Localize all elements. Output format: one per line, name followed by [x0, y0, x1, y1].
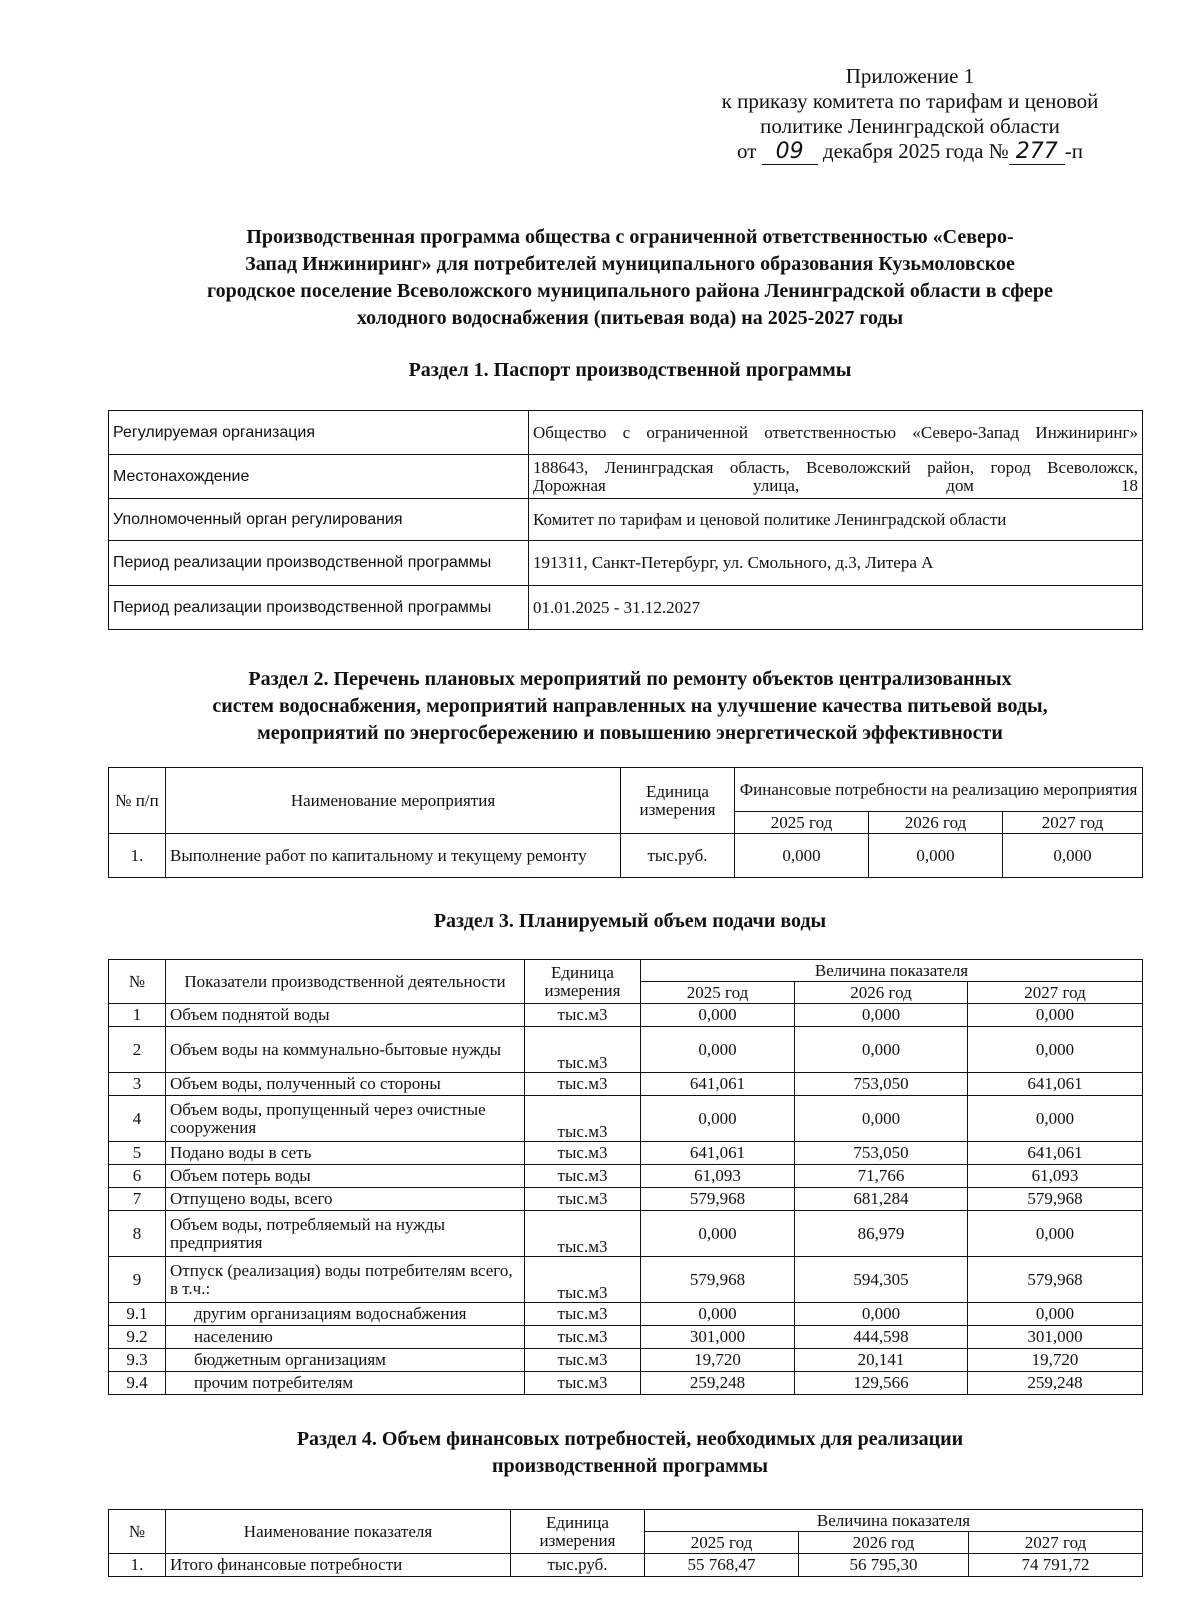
section2-heading-line-2: систем водоснабжения, мероприятий направленных на улучшение качества питьевой воды, [212, 695, 1048, 717]
row-unit: тыс.м3 [525, 1349, 641, 1372]
row-unit: тыс.м3 [525, 1326, 641, 1349]
row-value-2026: 0,000 [795, 1096, 968, 1142]
row-value-2027: 579,968 [968, 1257, 1143, 1303]
row-value-2025: 0,000 [641, 1004, 795, 1027]
passport-value: Общество с ограниченной ответственностью «Северо-Запад Инжиниринг» [529, 411, 1143, 455]
column-header-number: № [109, 960, 166, 1004]
table-row [109, 1211, 1143, 1257]
table-row [109, 1004, 1143, 1027]
column-header-name: Наименование мероприятия [166, 768, 621, 834]
section3-heading: Раздел 3. Планируемый объем подачи воды [433, 910, 827, 932]
section4-heading-line-2: производственной программы [491, 1455, 769, 1477]
row-number: 2 [109, 1027, 166, 1073]
row-number: 1. [109, 1554, 166, 1577]
passport-label: Регулируемая организация [109, 411, 529, 455]
passport-label: Уполномоченный орган регулирования [109, 499, 529, 541]
row-unit: тыс.м3 [525, 1211, 641, 1257]
row-number: 9.2 [109, 1326, 166, 1349]
water-supply-volume-table [108, 959, 1143, 1395]
row-unit: тыс.м3 [525, 1257, 641, 1303]
table-row [109, 1142, 1143, 1165]
order-number-suffix: -п [1064, 139, 1083, 163]
column-header-number: № [109, 1510, 166, 1554]
row-value-2025: 579,968 [641, 1188, 795, 1211]
row-value-2026: 0,000 [795, 1027, 968, 1073]
passport-value: Комитет по тарифам и ценовой политике Ленинградской области [529, 499, 1143, 541]
row-value-2027: 579,968 [968, 1188, 1143, 1211]
passport-value: 01.01.2025 - 31.12.2027 [529, 586, 1143, 630]
row-value-2027: 0,000 [1003, 834, 1143, 878]
row-value-2025: 641,061 [641, 1142, 795, 1165]
column-header-unit: Единица измерения [511, 1510, 645, 1554]
column-header-year: 2027 год [968, 982, 1143, 1004]
row-indicator: Итого финансовые потребности [166, 1554, 511, 1577]
column-header-indicator: Показатели производственной деятельности [166, 960, 525, 1004]
column-header-year: 2025 год [641, 982, 795, 1004]
repair-activities-table [108, 767, 1143, 878]
row-value-2027: 0,000 [968, 1096, 1143, 1142]
financial-needs-table [108, 1509, 1143, 1577]
row-value-2025: 0,000 [641, 1027, 795, 1073]
appendix-line-3: политике Ленинградской области [760, 114, 1060, 138]
row-number: 5 [109, 1142, 166, 1165]
table-row [109, 586, 1143, 630]
column-header-unit: Единица измерения [621, 768, 735, 834]
column-header-year: 2027 год [969, 1532, 1143, 1554]
row-value-2025: 0,000 [641, 1096, 795, 1142]
row-number: 1 [109, 1004, 166, 1027]
row-value-2026: 56 795,30 [799, 1554, 969, 1577]
appendix-header [690, 64, 1130, 165]
row-value-2025: 19,720 [641, 1349, 795, 1372]
row-value-2025: 61,093 [641, 1165, 795, 1188]
row-value-2025: 301,000 [641, 1326, 795, 1349]
column-header-year: 2026 год [799, 1532, 969, 1554]
document-title [100, 224, 1160, 332]
handwritten-day: 09 [762, 139, 818, 165]
row-indicator: Объем воды, полученный со стороны [166, 1073, 525, 1096]
row-number: 1. [109, 834, 166, 878]
table-row [109, 1326, 1143, 1349]
table-header-row [109, 768, 1143, 812]
row-indicator: другим организациям водоснабжения [166, 1303, 525, 1326]
row-number: 6 [109, 1165, 166, 1188]
row-unit: тыс.м3 [525, 1188, 641, 1211]
table-row [109, 499, 1143, 541]
row-value-2025: 259,248 [641, 1372, 795, 1395]
row-value-2026: 681,284 [795, 1188, 968, 1211]
row-unit: тыс.м3 [525, 1372, 641, 1395]
row-value-2027: 0,000 [968, 1004, 1143, 1027]
column-header-value: Величина показателя [641, 960, 1143, 982]
row-indicator: Подано воды в сеть [166, 1142, 525, 1165]
row-number: 9.3 [109, 1349, 166, 1372]
row-indicator: Отпуск (реализация) воды потребителям всего, в т.ч.: [166, 1257, 525, 1303]
column-header-unit: Единица измерения [525, 960, 641, 1004]
row-indicator: населению [166, 1326, 525, 1349]
row-value-2027: 641,061 [968, 1142, 1143, 1165]
row-unit: тыс.м3 [525, 1096, 641, 1142]
column-header-indicator: Наименование показателя [166, 1510, 511, 1554]
table-row [109, 455, 1143, 499]
table-row [109, 411, 1143, 455]
table-row [109, 1165, 1143, 1188]
table-row [109, 1188, 1143, 1211]
column-header-year: 2026 год [869, 812, 1003, 834]
row-value-2026: 0,000 [869, 834, 1003, 878]
row-indicator: Объем воды на коммунально-бытовые нужды [166, 1027, 525, 1073]
passport-value: 191311, Санкт-Петербург, ул. Смольного, д.3, Литера А [529, 541, 1143, 586]
row-number: 9.4 [109, 1372, 166, 1395]
row-unit: тыс.м3 [525, 1027, 641, 1073]
passport-value: 188643, Ленинградская область, Всеволожский район, город Всеволожск, Дорожная улица, дом 18 [529, 455, 1143, 499]
section1-heading: Раздел 1. Паспорт производственной программы [408, 359, 852, 381]
table-header-row [109, 960, 1143, 982]
row-value-2026: 0,000 [795, 1303, 968, 1326]
row-value-2026: 753,050 [795, 1073, 968, 1096]
appendix-date-line [690, 139, 1130, 165]
table-row [109, 1349, 1143, 1372]
row-value-2026: 86,979 [795, 1211, 968, 1257]
section4-heading-line-1: Раздел 4. Объем финансовых потребностей, необходимых для реализации [296, 1428, 964, 1450]
row-indicator: Объем потерь воды [166, 1165, 525, 1188]
appendix-line-1: Приложение 1 [845, 64, 975, 88]
row-indicator: Объем поднятой воды [166, 1004, 525, 1027]
date-prefix: от [737, 139, 757, 163]
row-unit: тыс.руб. [621, 834, 735, 878]
section2-heading [100, 666, 1160, 747]
row-value-2027: 0,000 [968, 1027, 1143, 1073]
row-indicator: Отпущено воды, всего [166, 1188, 525, 1211]
row-unit: тыс.м3 [525, 1303, 641, 1326]
table-row [109, 541, 1143, 586]
table-row [109, 1073, 1143, 1096]
row-indicator: Объем воды, пропущенный через очистные сооружения [166, 1096, 525, 1142]
title-line-1: Производственная программа общества с ограниченной ответственностью «Северо- [246, 226, 1014, 248]
row-value-2025: 0,000 [641, 1303, 795, 1326]
table-row [109, 1027, 1143, 1073]
title-line-3: городское поселение Всеволожского муниципального района Ленинградской области в сфере [207, 280, 1053, 302]
title-line-2: Запад Инжиниринг» для потребителей муниципального образования Кузьмоловское [245, 253, 1015, 275]
row-unit: тыс.руб. [511, 1554, 645, 1577]
row-unit: тыс.м3 [525, 1004, 641, 1027]
row-value-2027: 301,000 [968, 1326, 1143, 1349]
row-indicator: бюджетным организациям [166, 1349, 525, 1372]
row-value-2027: 0,000 [968, 1211, 1143, 1257]
column-header-year: 2027 год [1003, 812, 1143, 834]
row-number: 9.1 [109, 1303, 166, 1326]
table-row [109, 834, 1143, 878]
table-row [109, 1372, 1143, 1395]
row-value-2026: 444,598 [795, 1326, 968, 1349]
row-indicator: прочим потребителям [166, 1372, 525, 1395]
column-header-number: № п/п [109, 768, 166, 834]
row-value-2026: 594,305 [795, 1257, 968, 1303]
row-name: Выполнение работ по капитальному и текущему ремонту [166, 834, 621, 878]
handwritten-order-number: 277 [1009, 139, 1065, 165]
passport-label: Период реализации производственной программы [109, 586, 529, 630]
row-value-2025: 579,968 [641, 1257, 795, 1303]
date-month-year: декабря 2025 года № [822, 139, 1009, 163]
title-line-4: холодного водоснабжения (питьевая вода) на 2025-2027 годы [356, 307, 904, 329]
row-value-2025: 0,000 [735, 834, 869, 878]
row-value-2026: 20,141 [795, 1349, 968, 1372]
row-value-2027: 61,093 [968, 1165, 1143, 1188]
row-value-2026: 0,000 [795, 1004, 968, 1027]
row-number: 4 [109, 1096, 166, 1142]
passport-table [108, 410, 1143, 630]
row-number: 7 [109, 1188, 166, 1211]
row-value-2027: 0,000 [968, 1303, 1143, 1326]
row-number: 3 [109, 1073, 166, 1096]
row-indicator: Объем воды, потребляемый на нужды предприятия [166, 1211, 525, 1257]
row-value-2025: 0,000 [641, 1211, 795, 1257]
section4-heading [100, 1426, 1160, 1480]
row-value-2027: 641,061 [968, 1073, 1143, 1096]
column-header-year: 2025 год [735, 812, 869, 834]
row-value-2027: 259,248 [968, 1372, 1143, 1395]
row-value-2026: 129,566 [795, 1372, 968, 1395]
passport-label: Местонахождение [109, 455, 529, 499]
table-row [109, 1303, 1143, 1326]
row-number: 9 [109, 1257, 166, 1303]
row-value-2026: 71,766 [795, 1165, 968, 1188]
column-header-year: 2026 год [795, 982, 968, 1004]
section2-heading-line-1: Раздел 2. Перечень плановых мероприятий по ремонту объектов централизованных [248, 668, 1012, 690]
table-row [109, 1257, 1143, 1303]
row-unit: тыс.м3 [525, 1073, 641, 1096]
section2-heading-line-3: мероприятий по энергосбережению и повышению энергетической эффективности [257, 722, 1003, 744]
table-row [109, 1554, 1143, 1577]
table-header-row [109, 1510, 1143, 1532]
table-row [109, 1096, 1143, 1142]
row-value-2026: 753,050 [795, 1142, 968, 1165]
row-value-2027: 19,720 [968, 1349, 1143, 1372]
row-unit: тыс.м3 [525, 1142, 641, 1165]
row-value-2027: 74 791,72 [969, 1554, 1143, 1577]
water-volume-rows [109, 1004, 1143, 1395]
row-number: 8 [109, 1211, 166, 1257]
row-value-2025: 641,061 [641, 1073, 795, 1096]
column-header-financial-needs: Финансовые потребности на реализацию мероприятия [735, 768, 1143, 812]
row-value-2025: 55 768,47 [645, 1554, 799, 1577]
row-unit: тыс.м3 [525, 1165, 641, 1188]
column-header-year: 2025 год [645, 1532, 799, 1554]
appendix-line-2: к приказу комитета по тарифам и ценовой [721, 89, 1099, 113]
column-header-value: Величина показателя [645, 1510, 1143, 1532]
passport-label: Период реализации производственной программы [109, 541, 529, 586]
